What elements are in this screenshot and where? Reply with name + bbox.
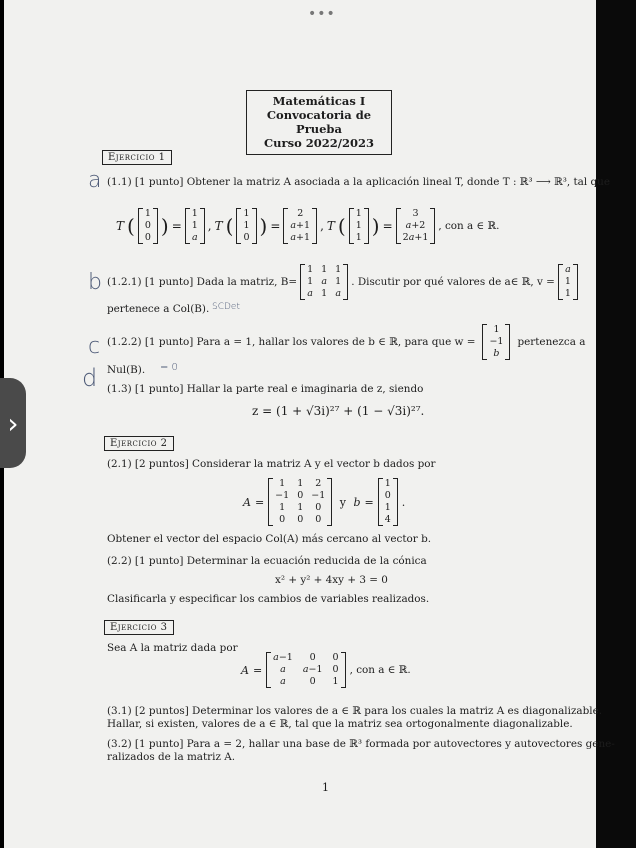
matrix-b: 1 1 1 1 a 1 a 1 a: [300, 264, 348, 300]
question-2-1: (2.1) [2 puntos] Considerar la matriz A y el vector b dados por: [107, 458, 436, 470]
linear-map-equations: T ( 1 0 0 ) = 1 1 a , T ( 1 1 0 ) = 2 a+1 a+1 , T ( 1 1 1 ) = 3 a+2 2a+1 , con a ∈ ℝ.: [116, 208, 500, 243]
title-line-2: Convocatoria de Prueba: [266, 108, 372, 136]
title-line-3: Curso 2022/2023: [264, 136, 374, 150]
handwritten-d: d: [82, 364, 98, 392]
vector-w: 1 −1 b: [482, 324, 510, 360]
question-3-2-cont: ralizados de la matriz A.: [107, 751, 236, 763]
matrix-a-ex3-block: A = a−1 0 0 a a−1 0 a 0 1 , con a ∈ ℝ.: [241, 652, 411, 687]
vector-e2: 1 1 0: [236, 208, 256, 244]
matrix-a: 1 1 2 −1 0 −1 1 1 0 0 0 0: [268, 478, 332, 526]
question-3-2: (3.2) [1 punto] Para a = 2, hallar una base de ℝ³ formada por autovectores y autovectores gene-: [107, 738, 615, 750]
handwritten-b: b: [88, 270, 102, 295]
question-2-2-tail: Clasificarla y especificar los cambios de variables realizados.: [107, 593, 430, 605]
exercise-1-label: Ejercicio 1: [102, 150, 172, 165]
exam-title-box: [246, 90, 392, 155]
complex-equation: z = (1 + √3i)²⁷ + (1 − √3i)²⁷.: [252, 404, 425, 418]
vector-v: a 1 1: [558, 264, 578, 300]
question-1-1-tail: , con a ∈ ℝ.: [438, 219, 500, 232]
handwritten-c: c: [88, 334, 101, 359]
side-panel-handle[interactable]: [0, 378, 26, 468]
question-1-1: (1.1) [1 punto] Obtener la matriz A asociada a la aplicación lineal T, donde T : ℝ³ ⟶ ℝ³, tal que: [107, 176, 610, 188]
vector-b: 1 0 1 4: [378, 478, 398, 526]
question-1-3: (1.3) [1 punto] Hallar la parte real e imaginaria de z, siendo: [107, 383, 424, 395]
more-options-icon[interactable]: •••: [308, 6, 336, 22]
exercise-2-label: Ejercicio 2: [104, 436, 174, 451]
matrix-a-ex3: a−1 0 0 a a−1 0 a 0 1: [266, 652, 345, 688]
question-3-1: (3.1) [2 puntos] Determinar los valores de a ∈ ℝ para los cuales la matriz A es diagonalizable.: [107, 705, 603, 717]
question-2-1-tail: Obtener el vector del espacio Col(A) más cercano al vector b.: [107, 533, 432, 545]
vector-t-e2: 2 a+1 a+1: [283, 208, 317, 244]
chevron-right-icon: ›: [7, 406, 19, 440]
vector-e3: 1 1 1: [349, 208, 369, 244]
handwritten-scdet: SCDet: [212, 302, 240, 312]
title-line-1: Matemáticas I: [272, 94, 366, 108]
question-1-2-2-tail: Nul(B).: [107, 364, 146, 376]
vector-t-e1: 1 1 a: [185, 208, 205, 244]
question-1-2-2: [107, 324, 585, 360]
page-edge: [596, 0, 636, 848]
exercise-3-label: Ejercicio 3: [104, 620, 174, 635]
question-2-2: (2.2) [1 punto] Determinar la ecuación reducida de la cónica: [107, 555, 427, 567]
question-1-2-1-tail: pertenece a Col(B).: [107, 303, 210, 315]
question-1-2-1-mid: . Discutir por qué valores de a∈ ℝ, v =: [351, 275, 555, 288]
question-1-2-2-text: (1.2.2) [1 punto] Para a = 1, hallar los valores de b ∈ ℝ, para que w =: [107, 335, 476, 348]
vector-t-e3: 3 a+2 2a+1: [396, 208, 436, 244]
page-number: 1: [322, 781, 329, 794]
question-1-2-1-text: (1.2.1) [1 punto] Dada la matriz, B=: [107, 275, 298, 288]
matrix-a-and-vector-b: A = 1 1 2 −1 0 −1 1 1 0 0 0 0 y b = 1 0 1 4 .: [243, 478, 406, 525]
conic-equation: x² + y² + 4xy + 3 = 0: [275, 574, 388, 586]
exercise-3-intro: Sea A la matriz dada por: [107, 642, 238, 654]
question-1-2-1: [107, 264, 578, 300]
question-1-2-2-mid: pertenezca a: [517, 335, 586, 348]
vector-e1: 1 0 0: [138, 208, 158, 244]
handwritten-zero: = 0: [160, 362, 178, 373]
handwritten-a: a: [88, 168, 102, 193]
question-3-1-cont: Hallar, si existen, valores de a ∈ ℝ, tal que la matriz sea ortogonalmente diagonalizable.: [107, 718, 573, 730]
exercise-3-tail: , con a ∈ ℝ.: [349, 663, 411, 676]
